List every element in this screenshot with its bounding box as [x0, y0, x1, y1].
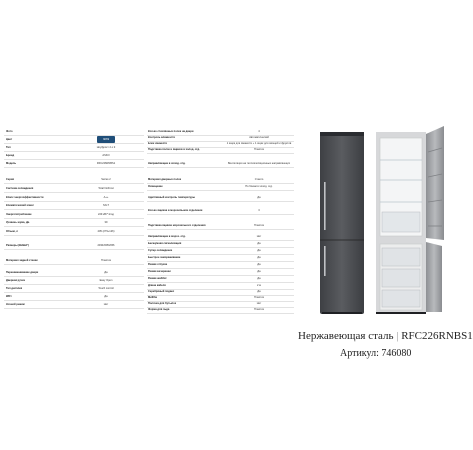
- spec-value: Total NoFrost: [98, 187, 114, 190]
- spec-label: Адаптивный контроль температуры: [148, 196, 196, 199]
- spec-label: МиФбе: [148, 296, 158, 299]
- spec-value: Да: [257, 249, 261, 252]
- model-text: RFC226RNBS1: [401, 330, 473, 342]
- spec-value: 3: [258, 209, 260, 212]
- spec-label: Бренд: [6, 154, 15, 157]
- spec-label: Полочка для бутылок: [148, 302, 177, 305]
- spec-row: [4, 152, 144, 159]
- spec-value: Пластик: [254, 148, 264, 151]
- spec-value: [70, 136, 142, 143]
- spec-row: [4, 176, 144, 183]
- spec-value: Ноуфрост 2-х К: [96, 146, 116, 149]
- spec-row: [147, 240, 294, 247]
- spec-label: Режим шаббат: [148, 277, 167, 280]
- open-fridge-image: [376, 126, 444, 314]
- spec-label: Бесшумная сигнализация: [148, 242, 182, 245]
- spec-label: Тип дисплея: [6, 287, 23, 290]
- row-divider: [147, 214, 294, 215]
- spec-value: Нет: [256, 302, 262, 305]
- row-divider: [147, 201, 294, 202]
- spec-value: Пластик: [101, 259, 111, 262]
- spec-row: [147, 261, 294, 268]
- closed-fridge-image: [320, 132, 364, 314]
- spec-value: Да: [257, 277, 261, 280]
- row-divider: [4, 235, 144, 236]
- middle-spec-table: [147, 128, 294, 343]
- spec-value: Пластик: [254, 296, 264, 299]
- spec-value: Вентиляция на теплоизоляционных направляющих: [227, 162, 291, 165]
- spec-label: Контроль влажности: [148, 136, 175, 139]
- spec-label: Освещение: [148, 185, 163, 188]
- row-divider: [4, 264, 144, 265]
- spec-label: Энергопотребление: [6, 213, 32, 216]
- spec-value: Да: [257, 242, 261, 245]
- spec-value: Да: [257, 256, 261, 259]
- row-divider: [147, 167, 294, 168]
- article-caption: [340, 348, 411, 359]
- spec-value: 4: [258, 130, 260, 133]
- spec-value: Пластик: [254, 308, 264, 311]
- spec-label: Уровень шума, дБ: [6, 221, 30, 224]
- spec-label: Длина кабеля: [148, 284, 166, 287]
- row-divider: [4, 249, 144, 250]
- spec-value: Нет: [103, 303, 109, 306]
- fridge-images: [302, 122, 448, 322]
- spec-value: 1 ящик для свежести + 1 ящик для овощей и фруктов: [226, 142, 292, 145]
- row-divider: [4, 209, 144, 210]
- spec-value: 2 м: [257, 284, 261, 287]
- spec-row: [4, 285, 144, 292]
- spec-value: Easy Open: [99, 279, 113, 282]
- spec-row: [147, 254, 294, 261]
- row-divider: [4, 183, 144, 184]
- article-label: Артикул:: [340, 348, 379, 359]
- row-divider: [147, 190, 294, 191]
- spec-value: Пластик: [254, 224, 264, 227]
- spec-row: [147, 275, 294, 282]
- row-divider: [4, 308, 144, 309]
- caption-separator: |: [396, 330, 399, 342]
- spec-value: Нет: [256, 235, 262, 238]
- spec-row: [4, 242, 144, 249]
- spec-row: [4, 293, 144, 300]
- spec-label: Объем, л: [6, 230, 18, 233]
- spec-row: [147, 306, 294, 313]
- spec-value: По бокам в холод. отд.: [245, 185, 273, 188]
- row-divider: [147, 313, 294, 314]
- spec-value: 405 (279+126): [97, 230, 115, 233]
- spec-row: [147, 146, 294, 153]
- spec-label: Тип: [6, 146, 11, 149]
- spec-row: [4, 136, 144, 143]
- spec-label: Форма для льда: [148, 308, 170, 311]
- spec-row: [4, 269, 144, 276]
- color-badge: ЭЛЭ: [97, 136, 115, 143]
- spec-row: [147, 176, 294, 183]
- row-divider: [147, 229, 294, 230]
- spec-row: [4, 128, 144, 135]
- spec-row: [4, 277, 144, 284]
- spec-row: [4, 160, 144, 167]
- spec-label: Дверная ручка: [6, 279, 25, 282]
- row-divider: [4, 192, 144, 193]
- spec-row: [147, 194, 294, 201]
- spec-label: Климатический класс: [6, 204, 34, 207]
- spec-label: Система охлаждения: [6, 187, 34, 190]
- spec-label: Материал дверных полок: [148, 178, 182, 181]
- spec-label: Подставка ящиков морозильного отделения: [148, 224, 206, 227]
- color-text: Нержавеющая сталь: [298, 330, 394, 342]
- spec-row: [147, 222, 294, 229]
- left-spec-table: [4, 128, 144, 343]
- spec-label: Серебряный подвес: [148, 290, 175, 293]
- spec-row: [4, 202, 144, 209]
- spec-label: Размеры (ВxШxГ): [6, 244, 29, 247]
- spec-row: [147, 160, 294, 167]
- spec-row: [4, 144, 144, 151]
- spec-label: Ночной режим: [6, 303, 25, 306]
- spec-value: RFC226RNBS1: [96, 162, 116, 165]
- spec-label: Кол-во стеклянных полок на двери: [148, 130, 194, 133]
- spec-label: Материал задней стенки: [6, 259, 38, 262]
- spec-label: Перенавешивание двери: [6, 271, 39, 274]
- spec-label: Быстрое замораживание: [148, 256, 181, 259]
- spec-value: Touch control: [98, 287, 114, 290]
- spec-row: [147, 247, 294, 254]
- spec-label: Кол-во ящиков в морозильном отделении: [148, 209, 203, 212]
- spec-value: A++: [103, 196, 109, 199]
- spec-label: Режим отпуска: [148, 263, 168, 266]
- spec-row: [4, 219, 144, 226]
- spec-label: Класс энергоэффективности: [6, 196, 44, 199]
- spec-label: Направляющие в холод. отд.: [148, 162, 186, 165]
- spec-value: Да: [257, 196, 261, 199]
- spec-value: Да: [257, 290, 261, 293]
- spec-label: Серия: [6, 178, 15, 181]
- row-divider: [147, 153, 294, 154]
- spec-row: [4, 301, 144, 308]
- spec-value: Стекло: [254, 178, 264, 181]
- spec-row: [147, 268, 294, 275]
- spec-row: [4, 185, 144, 192]
- spec-label: Направляющие в мороз. отд.: [148, 235, 186, 238]
- spec-label: WiFi: [6, 295, 12, 298]
- spec-label: Блок свежести: [148, 142, 168, 145]
- spec-row: [4, 211, 144, 218]
- spec-label: Цвет: [6, 138, 13, 141]
- row-divider: [4, 167, 144, 168]
- spec-value: SN-T: [102, 204, 110, 207]
- spec-label: Режим вечеринки: [148, 270, 171, 273]
- spec-value: 229 кВт*ч/год: [98, 213, 114, 216]
- spec-row: [4, 194, 144, 201]
- color-model-caption: [298, 330, 473, 342]
- spec-label: Модель: [6, 162, 17, 165]
- article-value: 746080: [381, 348, 412, 359]
- spec-label: Супер охлаждение: [148, 249, 173, 252]
- spec-value: Да: [104, 271, 108, 274]
- spec-value: Да: [257, 263, 261, 266]
- spec-value: ASKO: [102, 154, 110, 157]
- spec-row: [147, 183, 294, 190]
- spec-row: [4, 228, 144, 235]
- spec-value: Да: [104, 295, 108, 298]
- row-divider: [4, 226, 144, 227]
- spec-value: Да: [257, 270, 261, 273]
- spec-row: [4, 257, 144, 264]
- spec-label: Подставка полок и ящиков в холод. отд.: [148, 148, 200, 151]
- spec-label: Фото: [6, 130, 13, 133]
- spec-value: Автоматический: [249, 136, 269, 139]
- spec-value: Series 2: [101, 178, 111, 181]
- spec-value: 39: [104, 221, 108, 224]
- spec-value: 2030x595x656: [97, 244, 115, 247]
- spec-row: [147, 233, 294, 240]
- spec-row: [147, 207, 294, 214]
